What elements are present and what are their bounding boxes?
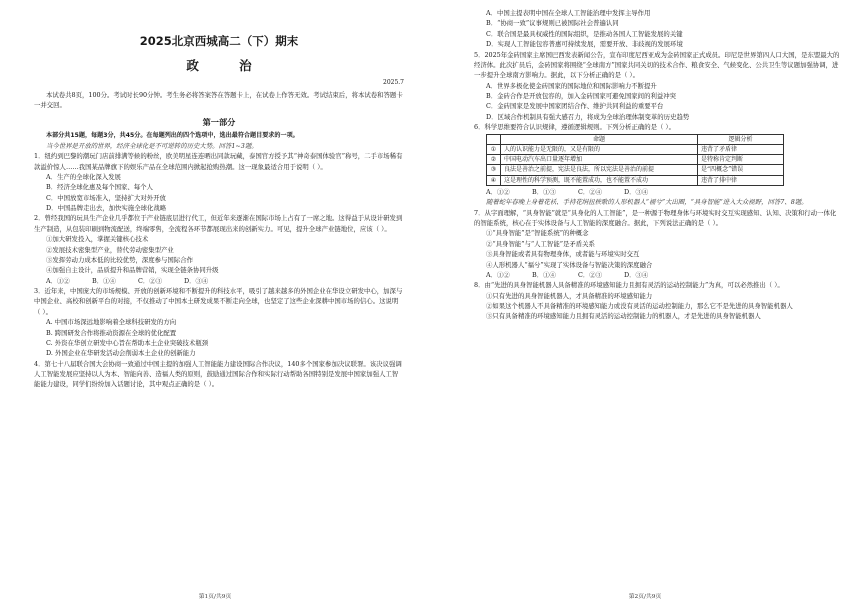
- answer-options-row: [34, 276, 404, 286]
- question-7: [474, 208, 842, 281]
- question-group-lead-2: 随着蛇年春晚上身着花袄、手持花绢扭秧歌的人形机器人“福兮”大出圈，“具身智能”进入大众视野，回答7、8题。: [486, 198, 808, 207]
- answer-option: D．③④: [624, 187, 649, 196]
- answer-option: C．②③: [578, 270, 603, 279]
- answer-option: B．“协商一致”议事规则已被国际社会普遍认同: [486, 19, 619, 28]
- question-1: [34, 151, 404, 213]
- answer-option: C．②④: [578, 187, 603, 196]
- answer-option: A．①②: [46, 276, 70, 285]
- page-1-column: [34, 8, 404, 390]
- table-header: 逻辑分析: [698, 134, 784, 144]
- table-row: [487, 175, 784, 185]
- question-stem: 8．由“先进的具身智能机器人具备精准的环境感知能力且拥有灵活的运动控制能力”为真，可以必然推出（ ）。: [474, 281, 784, 290]
- question-6: [474, 122, 842, 197]
- statement-item: ③具身智能或者具有物理身体，或者能与环境实时交互: [486, 250, 640, 259]
- answer-option: B. 跨国研发合作将推动资源在全球的优化配置: [46, 328, 177, 337]
- analysis-cell: 是特称肯定判断: [698, 155, 784, 165]
- answer-options-row: [474, 270, 842, 280]
- answer-option: A．生产的全球化深入发展: [46, 172, 121, 181]
- statement-item: ③只有具备精准的环境感知能力且拥有灵活的运动控制能力的机器人，才是先进的具身智能机器人: [486, 312, 761, 321]
- answer-option: A．①②: [486, 270, 510, 279]
- page-footer: 第2页/共9页: [628, 593, 662, 600]
- statement-item: ③发挥劳动力成本低的比较优势，深度参与国际合作: [46, 255, 193, 264]
- answer-option: A．中国主提表明中国在全球人工智能治理中发挥主导作用: [486, 9, 651, 17]
- question-4: [34, 359, 404, 390]
- statement-item: ①加大研发投入，掌握关键核心技术: [46, 235, 149, 244]
- part-1-instruction: 本部分共15题，每题3分，共45分。在每题列出的四个选项中，选出最符合题目要求的一项。: [46, 131, 299, 139]
- answer-option: D．③④: [184, 276, 209, 285]
- table-row: [487, 155, 784, 165]
- question-stem: 7．从字面理解，“具身智能”就是“具身化的人工智能”，是一种源于物理身体与环境实时交互实现感知、认知、决策和行动一体化的智能系统，核心在于实体设备与人工智能的深度融合。据此，下列说法正确的是（ ）。: [474, 208, 837, 228]
- question-stem: 6．科学思维要符合认识规律，遵循逻辑规则。下列分析正确的是（ ）。: [474, 123, 676, 132]
- analysis-cell: 是“四概念”错误: [698, 165, 784, 175]
- question-stem: 5．2025年金砖国家主席国巴西发表新闻公告，宣布印度尼西亚成为金砖国家正式成员。印尼是世界第四人口大国，是东盟最大的经济体。此次扩员后，金砖国家将围绕“全球南方”国家共同关切的技术合作、粮食安全、气候变化、公共卫生等议题加强协调，进一步提升全球南方影响力。据此，以下分析正确的是（ ）。: [474, 50, 840, 80]
- question-4-options: [474, 8, 842, 50]
- row-number: ②: [487, 155, 501, 165]
- answer-option: C．金砖国家是发展中国家团结合作、维护共同利益的重要平台: [486, 102, 664, 111]
- answer-option: C. 外资在华创立研发中心旨在帮助本土企业突破技术瓶颈: [46, 338, 209, 347]
- statement-item: ②发展技术密集型产业，替代劳动密集型产业: [46, 245, 174, 254]
- question-2: [34, 213, 404, 286]
- answer-option: B．金砖合作是开放包容的，加入金砖国家可避免国家间的利益冲突: [486, 92, 677, 100]
- question-stem: 4．第七十八届联合国大会协商一致通过中国主提的加强人工智能能力建设国际合作决议，140多个国家参加决议联署。该决议强调人工智能发展应坚持以人为本、智能向善、造福人类的原则，鼓励通过国际合作和实际行动帮助各国特别是发展中国家加强人工智能能力建设，同学们纷纷加入话题讨论，其中观点正确的是（ ）。: [34, 359, 402, 389]
- proposition-cell: 这是理性的科学预测，既不能置成功，也不能置不成功: [501, 175, 698, 185]
- exam-title: 2025北京西城高二（下）期末: [139, 34, 299, 48]
- question-8: [474, 280, 842, 322]
- proposition-cell: 中国电动汽车出口量逐年增加: [501, 155, 698, 165]
- answer-option: A．世界多极化使金砖国家的国际地位和国际影响力不断提升: [486, 81, 657, 90]
- question-stem: 1．纽约到巴黎的潮玩门店前排满等候的粉丝，欧美明星连连晒出同款玩藏，泰国官方授予其“神奇泰国体验官”称号，二手市场稀有款溢价惊人……我国某品牌旗下的娱乐产品在全球范围内掀起抢购热潮。这一现象最适合用于说明（ ）。: [34, 152, 403, 171]
- answer-option: C．②③: [138, 276, 163, 285]
- answer-option: D. 外国企业在华研发活动会削弱本土企业的创新能力: [46, 349, 196, 358]
- answer-option: B．①④: [92, 276, 116, 285]
- question-5: [474, 50, 842, 123]
- table-header-row: [487, 134, 784, 144]
- proposition-cell: 人的认识能力是无限的，又是有限的: [501, 144, 698, 154]
- answer-option: C．中国放宽市场准入，坚持扩大对外开放: [46, 193, 166, 202]
- statement-item: ④人形机器人“福兮”实现了实体设备与智能决策的深度融合: [486, 260, 653, 269]
- question-3: [34, 286, 404, 359]
- statement-item: ②“具身智能”与“人工智能”是矛盾关系: [486, 239, 595, 248]
- table-row: [487, 144, 784, 154]
- exam-page-2: [430, 0, 860, 608]
- exam-date: 2025.7: [383, 79, 404, 87]
- statement-item: ④加强自主设计，品质提升和品牌营销，实现全链条协同升级: [46, 266, 219, 275]
- page-2-column: [474, 8, 842, 322]
- row-number: ③: [487, 165, 501, 175]
- answer-option: A．①②: [486, 187, 510, 196]
- answer-option: D．③④: [624, 270, 649, 279]
- answer-options-row: [474, 187, 842, 197]
- answer-option: D．区域合作机制具有强大感召力，将成为全球治理体制变革的历史趋势: [486, 112, 690, 121]
- row-number: ①: [487, 144, 501, 154]
- table-header: 命题: [501, 134, 698, 144]
- answer-option: D．实现人工智能包容普惠可持续发展，需要开放、非歧视的发展环境: [486, 40, 683, 49]
- row-number: ④: [487, 175, 501, 185]
- part-1-title: 第一部分: [202, 116, 236, 127]
- answer-option: B．①③: [532, 187, 556, 196]
- answer-option: B．经济全球化惠及每个国家、每个人: [46, 183, 153, 192]
- analysis-cell: 违背了排中律: [698, 175, 784, 185]
- answer-option: D．中国品牌走出去，加快实施全球化战略: [46, 204, 167, 213]
- statement-item: ①只有先进的具身智能机器人，才具备精准的环境感知能力: [486, 291, 653, 300]
- exam-subject: 政 治: [186, 57, 270, 73]
- analysis-cell: 违背了矛盾律: [698, 144, 784, 154]
- question-stem: 3．近年来，中国庞大的市场规模、开放的创新环境和不断提升的科技水平，吸引了越来越多的外国企业在华设立研发中心，加深与中国企业、高校和创新平台的对接，不仅推动了中国本土研发成果不断走向全球，也坚定了这些企业深耕中国市场的信心。这说明（ ）。: [34, 287, 403, 316]
- statement-item: ①“具身智能”是“智能系统”的种概念: [486, 229, 589, 238]
- statement-item: ②如果这个机器人不具备精准的环境感知能力或没有灵活的运动控制能力，那么它不是先进的具身智能机器人: [486, 302, 793, 311]
- answer-option: A. 中国市场深远地影响着全球科技研发的方向: [46, 318, 177, 327]
- exam-notice: 本试卷共8页，100分。考试时长90分钟。考生务必将答案答在答题卡上，在试卷上作答无效。考试结束后，将本试卷和答题卡一并交回。: [34, 90, 403, 110]
- question-group-lead-1: 当今世界是开放的世界，经济全球化是不可逆转的历史大势。回答1~3题。: [46, 141, 258, 150]
- logic-table: [486, 134, 784, 186]
- answer-option: B．①④: [532, 270, 556, 279]
- table-row: [487, 165, 784, 175]
- answer-option: C．联合国是最具权威性的国际组织，是推动各国人工智能发展的关键: [486, 29, 683, 38]
- question-stem: 2．曾经我国的玩具生产企业几乎都位于产业链底层进行代工，但近年来逐渐在国际市场上占有了一席之地。这得益于从设计研发到生产制造，从包装印刷到物流配送，终端零售，全流程各环节都展现出来的创新实力。可见，提升全球产业链地位，应该（ ）。: [34, 214, 403, 233]
- table-header-blank: [487, 134, 501, 144]
- proposition-cell: 良法是善治之前提，宪法是良法，所以宪法是善治的前提: [501, 165, 698, 175]
- page-footer: 第1页/共9页: [198, 593, 232, 600]
